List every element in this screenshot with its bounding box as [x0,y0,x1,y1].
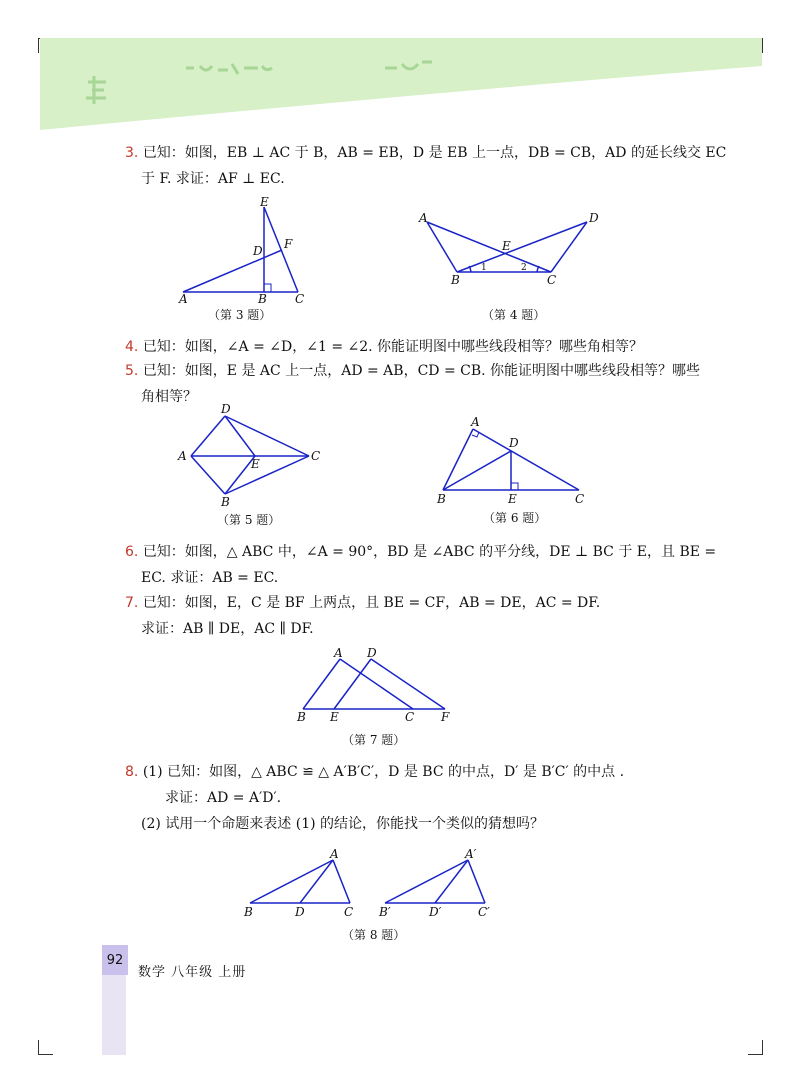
label-D: D [295,905,305,919]
book-title: 数学 八年级 上册 [138,965,247,980]
problem-text: 已知：如图，△ ABC 中，∠A = 90°，BD 是 ∠ABC 的平分线，DE ⊥ BC 于 E，且 BE = [142,544,717,560]
label-B: B [258,292,267,306]
label-C: C [405,710,415,724]
label-D: D [367,646,377,660]
label-A: A [178,449,187,463]
label-A: A [179,292,188,306]
problem-text: 于 F. 求证：AF ⊥ EC. [141,171,285,187]
label-B: B [451,273,460,287]
page-number: 92 [102,945,128,975]
label-D: D [509,436,519,450]
problem-7 [125,590,600,642]
label-E: E [502,239,511,253]
label-B: B [297,710,306,724]
label-C: C [295,292,305,306]
figure-4 [415,210,605,290]
figure-8 [240,848,500,923]
label-A: A [330,847,339,861]
label-A-prime: A′ [465,847,477,861]
problem-4 [125,334,643,360]
problem-text: 已知：如图，E 是 AC 上一点，AD = AB，CD = CB. 你能证明图中哪些线段相等？哪些 [142,363,701,379]
label-F: F [441,710,450,724]
problem-text: 已知：如图，∠A = ∠D，∠1 = ∠2. 你能证明图中哪些线段相等？哪些角相等？ [142,339,644,355]
crop-mark-bottom-left [38,1040,53,1055]
problem-number: 6. [125,544,139,560]
problem-number: 7. [125,595,139,611]
problem-text: (1) 已知：如图，△ ABC ≌ △ A′B′C′，D 是 BC 的中点，D′ 是 B′C′ 的中点 . [142,764,625,780]
label-E: E [251,457,260,471]
figure-6 [435,415,595,507]
label-A: A [419,211,428,225]
problem-text: (2) 试用一个命题来表述 (1) 的结论，你能找一个类似的猜想吗？ [141,816,545,832]
label-C-prime: C′ [478,905,490,919]
problem-number: 4. [125,339,139,355]
problem-text: 已知：如图，EB ⊥ AC 于 B，AB = EB，D 是 EB 上一点，DB = CB，AD 的延长线交 EC [142,145,727,161]
label-D: D [221,402,231,416]
angle-label-2: 2 [521,263,527,273]
header-banner [40,38,762,138]
caption-figure-7: （第 7 题） [342,733,406,747]
figure-7 [295,645,460,727]
problem-8 [125,759,624,837]
problem-text: 角相等？ [141,389,197,405]
problem-3 [125,140,726,192]
label-B: B [437,492,446,506]
caption-figure-3: （第 3 题） [208,308,272,322]
label-C: C [547,273,557,287]
caption-figure-4: （第 4 题） [482,308,546,322]
problem-6 [125,539,716,591]
problem-number: 8. [125,764,139,780]
label-F: F [284,237,293,251]
label-B: B [244,905,253,919]
label-A: A [471,415,480,429]
label-C: C [311,449,321,463]
problem-text: 已知：如图，E，C 是 BF 上两点，且 BE = CF，AB = DE，AC = DF. [142,595,601,611]
problem-text: 求证：AD = A′D′. [165,790,282,806]
crop-mark-bottom-right [748,1040,763,1055]
label-E: E [260,195,269,209]
label-E: E [330,710,339,724]
label-D: D [589,211,599,225]
caption-figure-8: （第 8 题） [342,928,406,942]
figure-5 [175,400,325,512]
label-A: A [334,646,343,660]
problem-text: EC. 求证：AB = EC. [141,570,279,586]
label-E: E [508,492,517,506]
label-B: B [221,495,230,509]
caption-figure-6: （第 6 题） [483,511,547,525]
figure-3 [175,195,325,305]
problem-number: 3. [125,145,139,161]
label-D: D [253,244,263,258]
label-D-prime: D′ [429,905,442,919]
problem-number: 5. [125,363,139,379]
label-C: C [344,905,354,919]
problem-text: 求证：AB ∥ DE，AC ∥ DF. [141,621,314,637]
label-C: C [575,492,585,506]
label-B-prime: B′ [379,905,391,919]
angle-label-1: 1 [481,263,487,273]
caption-figure-5: （第 5 题） [217,513,281,527]
